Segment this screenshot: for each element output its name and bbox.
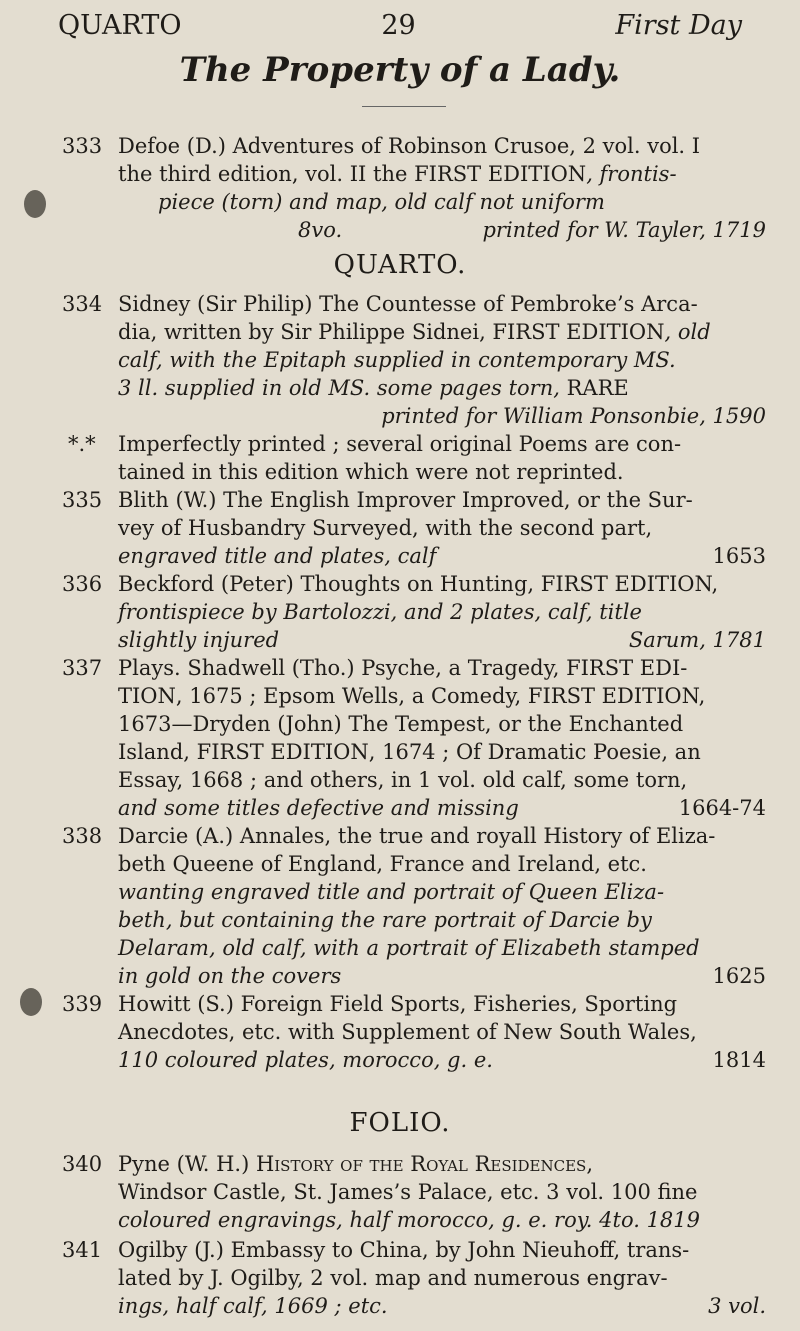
note-line: Imperfectly printed ; several original Poems are con- [118,432,682,456]
lot-336 [62,570,766,654]
running-head-day: First Day [615,10,742,41]
lot-number: 337 [62,656,103,680]
lot-340 [62,1150,766,1234]
lot-line: vey of Husbandry Surveyed, with the second part, [118,516,653,540]
lot-line: Ogilby (J.) Embassy to China, by John Nieuhoff, trans- [118,1238,690,1262]
lot-number: 338 [62,824,103,848]
lot-line: Windsor Castle, St. James’s Palace, etc. 3 vol. 100 fine [118,1180,698,1204]
lot-line: Defoe (D.) Adventures of Robinson Crusoe, 2 vol. vol. I [118,134,701,158]
lot-line: beth, but containing the rare portrait of Darcie by [118,908,652,932]
lot-number: 340 [62,1152,103,1176]
lot-line: and some titles defective and missing 1664-74 [118,796,766,820]
title-rule [362,106,446,107]
lot-line: in gold on the covers 1625 [118,964,766,988]
section-heading-quarto: QUARTO. [333,250,467,280]
lot-line: Essay, 1668 ; and others, in 1 vol. old calf, some torn, [118,768,688,792]
section-heading-folio: FOLIO. [349,1108,451,1138]
lot-line: slightly injured Sarum, 1781 [118,628,766,652]
lot-line: Sidney (Sir Philip) The Countesse of Pembroke’s Arca- [118,292,698,316]
lot-line: Howitt (S.) Foreign Field Sports, Fisheries, Sporting [118,992,678,1016]
lot-line: Beckford (Peter) Thoughts on Hunting, FIRST EDITION, [118,572,719,596]
lot-339 [62,990,766,1074]
lot-line: 1673—Dryden (John) The Tempest, or the Enchanted [118,712,684,736]
lot-line: Delaram, old calf, with a portrait of Elizabeth stamped [118,936,700,960]
lot-337 [62,654,766,822]
lot-note [62,430,766,486]
lot-number: 335 [62,488,103,512]
lot-number: 334 [62,292,103,316]
lot-334 [62,290,766,430]
lot-number: 341 [62,1238,103,1262]
lot-line: piece (torn) and map, old calf not uniform [158,190,605,214]
lot-line: Blith (W.) The English Improver Improved, or the Sur- [118,488,693,512]
running-head-format: QUARTO [58,10,182,41]
running-head [58,10,742,50]
lot-line: coloured engravings, half morocco, g. e. roy. 4to. 1819 [118,1208,701,1232]
lot-line: 8vo. printed for W. Tayler, 1719 [298,218,766,242]
note-mark: *.* [68,432,96,456]
lot-line: wanting engraved title and portrait of Queen Eliza- [118,880,665,904]
lot-line: engraved title and plates, calf 1653 [118,544,766,568]
note-line: tained in this edition which were not reprinted. [118,460,624,484]
lot-line: lated by J. Ogilby, 2 vol. map and numerous engrav- [118,1266,668,1290]
margin-mark [20,988,42,1016]
lot-line: ings, half calf, 1669 ; etc. 3 vol. [118,1294,766,1318]
lot-line: calf, with the Epitaph supplied in contemporary MS. [118,348,676,372]
lot-line: Pyne (W. H.) History of the Royal Residences, [118,1152,594,1176]
lot-number: 336 [62,572,103,596]
lot-333 [62,132,766,244]
lot-line: dia, written by Sir Philippe Sidnei, FIRST EDITION, old [118,320,711,344]
lot-line: frontispiece by Bartolozzi, and 2 plates, calf, title [118,600,642,624]
lot-number: 333 [62,134,103,158]
lot-line: Anecdotes, etc. with Supplement of New South Wales, [118,1020,697,1044]
lot-line: printed for William Ponsonbie, 1590 [381,404,766,428]
page-title: The Property of a Lady. [179,50,621,90]
lot-line: 110 coloured plates, morocco, g. e. 1814 [118,1048,766,1072]
lot-line: TION, 1675 ; Epsom Wells, a Comedy, FIRST EDITION, [118,684,706,708]
lot-number: 339 [62,992,103,1016]
lot-line: 3 ll. supplied in old MS. some pages torn, RARE [118,376,629,400]
lot-341 [62,1236,766,1320]
lot-335 [62,486,766,570]
lot-line: Island, FIRST EDITION, 1674 ; Of Dramatic Poesie, an [118,740,701,764]
margin-mark [24,190,46,218]
lot-line: Plays. Shadwell (Tho.) Psyche, a Tragedy, FIRST EDI- [118,656,688,680]
lot-338 [62,822,766,990]
page-number: 29 [381,10,416,41]
lot-line: Darcie (A.) Annales, the true and royall History of Eliza- [118,824,716,848]
lot-line: the third edition, vol. II the FIRST EDITION, frontis- [118,162,677,186]
lot-line: beth Queene of England, France and Ireland, etc. [118,852,647,876]
